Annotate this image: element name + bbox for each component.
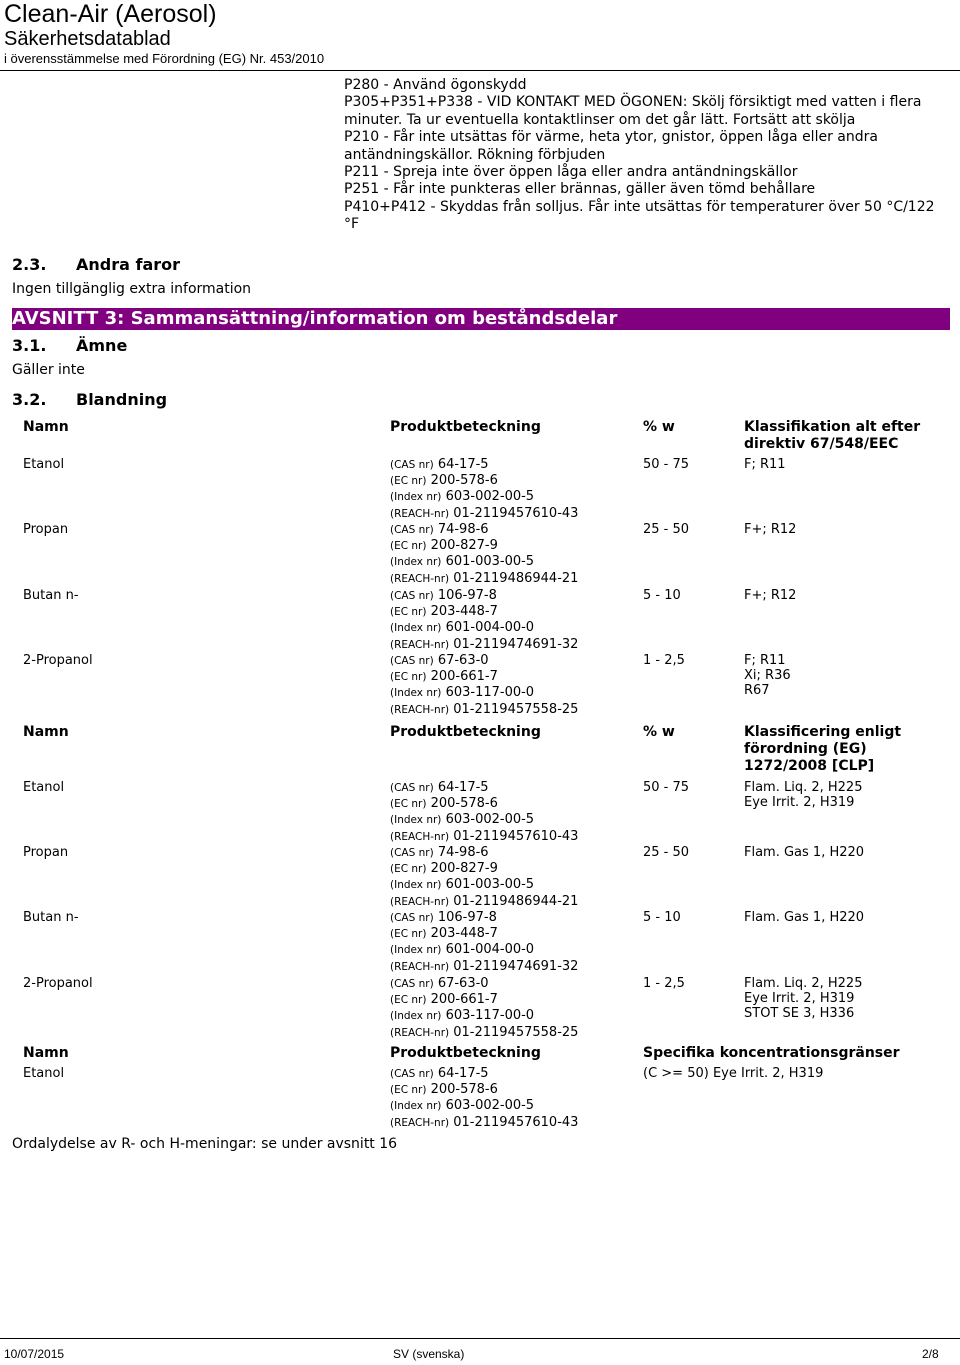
classification-line: Flam. Gas 1, H220 <box>744 910 865 925</box>
identifier-value: 67-63-0 <box>437 976 489 991</box>
classification <box>744 910 864 925</box>
identifier-index <box>390 554 578 570</box>
substance-identifiers <box>390 780 578 845</box>
regulation-reference: i överensstämmelse med Förordning (EG) Nr. 453/2010 <box>4 51 325 66</box>
identifier-label: (EC nr) <box>390 475 427 488</box>
column-header-product: Produktbeteckning <box>390 419 541 435</box>
identifier-reach <box>390 959 578 975</box>
concentration-range: 5 - 10 <box>643 910 681 925</box>
identifier-value: 64-17-5 <box>437 1066 489 1081</box>
identifier-ec <box>390 796 578 812</box>
identifier-label: (REACH-nr) <box>390 830 450 843</box>
identifier-value: 74-98-6 <box>437 845 489 860</box>
classification-line: R67 <box>744 683 770 699</box>
identifier-label: (EC nr) <box>390 1084 427 1097</box>
identifier-label: (EC nr) <box>390 863 427 876</box>
identifier-value: 01-2119457558-25 <box>453 701 579 717</box>
classification-line: STOT SE 3, H336 <box>744 1006 855 1022</box>
identifier-value: 200-661-7 <box>430 992 498 1008</box>
substance-identifiers <box>390 588 578 653</box>
identifier-index <box>390 685 578 701</box>
identifier-value: 74-98-6 <box>437 522 489 537</box>
identifier-value: 01-2119457610-43 <box>453 505 579 521</box>
classification <box>744 845 864 860</box>
footer-page-number: 2/8 <box>922 1347 939 1361</box>
identifier-value: 200-827-9 <box>430 538 498 554</box>
substance-name: Propan <box>23 522 69 537</box>
identifier-value: 67-63-0 <box>437 653 489 668</box>
identifier-value: 603-002-00-5 <box>445 489 535 505</box>
identifier-value: 200-578-6 <box>430 1082 498 1098</box>
identifier-label: (CAS nr) <box>390 524 434 536</box>
identifier-label: (EC nr) <box>390 928 427 941</box>
substance-name: Butan n- <box>23 588 79 603</box>
classification-line: Flam. Gas 1, H220 <box>744 845 865 860</box>
identifier-label: (CAS nr) <box>390 847 434 859</box>
precaution-statement: P211 - Spreja inte över öppen låga eller andra antändningskällor <box>344 164 798 181</box>
identifier-index <box>390 1098 578 1114</box>
identifier-value: 601-004-00-0 <box>445 942 535 958</box>
identifier-reach <box>390 1025 578 1041</box>
identifier-cas <box>390 780 578 796</box>
identifier-label: (REACH-nr) <box>390 703 450 716</box>
identifier-label: (CAS nr) <box>390 655 434 667</box>
identifier-label: (Index nr) <box>390 879 442 892</box>
substance-name: Etanol <box>23 780 65 795</box>
identifier-value: 200-661-7 <box>430 669 498 685</box>
substance-name: Etanol <box>23 1066 65 1081</box>
identifier-index <box>390 942 578 958</box>
identifier-cas <box>390 976 578 992</box>
identifier-value: 106-97-8 <box>437 910 497 925</box>
identifier-reach <box>390 506 578 522</box>
identifier-reach <box>390 637 578 653</box>
substance-identifiers <box>390 457 578 522</box>
identifier-value: 01-2119474691-32 <box>453 958 579 974</box>
column-header-classification: Klassificering enligt förordning (EG) 1272/2008 [CLP] <box>744 724 902 774</box>
identifier-label: (Index nr) <box>390 556 442 569</box>
column-header-name: Namn <box>23 724 69 740</box>
column-header-name: Namn <box>23 419 69 435</box>
section-number: 3.2. <box>12 390 47 409</box>
identifier-ec <box>390 669 578 685</box>
precaution-statement: P280 - Använd ögonskydd <box>344 77 527 93</box>
identifier-label: (EC nr) <box>390 671 427 684</box>
identifier-value: 106-97-8 <box>437 588 497 603</box>
identifier-reach <box>390 894 578 910</box>
identifier-ec <box>390 538 578 554</box>
substance-name: 2-Propanol <box>23 976 93 991</box>
identifier-value: 203-448-7 <box>430 604 498 620</box>
classification-line: F+; R12 <box>744 522 797 537</box>
identifier-ec <box>390 473 578 489</box>
identifier-label: (EC nr) <box>390 994 427 1007</box>
concentration-range: 50 - 75 <box>643 780 690 795</box>
substance-name: Propan <box>23 845 69 860</box>
identifier-label: (Index nr) <box>390 944 442 957</box>
column-header-name: Namn <box>23 1045 69 1061</box>
concentration-limit: (C >= 50) Eye Irrit. 2, H319 <box>643 1066 824 1081</box>
wording-note: Ordalydelse av R- och H-meningar: se under avsnitt 16 <box>12 1136 398 1152</box>
identifier-label: (Index nr) <box>390 687 442 700</box>
identifier-value: 603-117-00-0 <box>445 685 535 701</box>
identifier-value: 603-117-00-0 <box>445 1008 535 1024</box>
classification <box>744 653 791 699</box>
identifier-value: 64-17-5 <box>437 457 489 472</box>
identifier-label: (EC nr) <box>390 540 427 553</box>
identifier-value: 601-004-00-0 <box>445 620 535 636</box>
document-title: Clean-Air (Aerosol) <box>4 0 217 28</box>
identifier-label: (CAS nr) <box>390 459 434 471</box>
identifier-cas <box>390 910 578 926</box>
column-header-product: Produktbeteckning <box>390 1045 541 1061</box>
identifier-value: 01-2119474691-32 <box>453 636 579 652</box>
identifier-value: 203-448-7 <box>430 926 498 942</box>
identifier-label: (Index nr) <box>390 1100 442 1113</box>
identifier-reach <box>390 702 578 718</box>
concentration-range: 1 - 2,5 <box>643 976 685 991</box>
column-header-product: Produktbeteckning <box>390 724 541 740</box>
identifier-value: 200-578-6 <box>430 796 498 812</box>
column-header-percent: % w <box>643 419 675 435</box>
identifier-ec <box>390 926 578 942</box>
header-divider <box>0 70 960 71</box>
identifier-label: (Index nr) <box>390 814 442 827</box>
classification <box>744 588 796 603</box>
identifier-label: (EC nr) <box>390 798 427 811</box>
concentration-range: 1 - 2,5 <box>643 653 685 668</box>
identifier-label: (CAS nr) <box>390 912 434 924</box>
identifier-index <box>390 489 578 505</box>
identifier-ec <box>390 861 578 877</box>
identifier-label: (REACH-nr) <box>390 638 450 651</box>
section-heading-3-1 <box>12 336 127 356</box>
identifier-label: (Index nr) <box>390 491 442 504</box>
identifier-label: (Index nr) <box>390 1010 442 1023</box>
identifier-reach <box>390 1115 578 1131</box>
document-subtitle: Säkerhetsdatablad <box>4 28 171 50</box>
substance-name: Butan n- <box>23 910 79 925</box>
precaution-statement: P210 - Får inte utsättas för värme, heta ytor, gnistor, öppen låga eller andra antändningskällor. Rökning förbjuden <box>344 129 878 163</box>
substance-identifiers <box>390 976 578 1041</box>
precaution-statement: P410+P412 - Skyddas från solljus. Får inte utsättas för temperaturer över 50 °C/122 °F <box>344 198 935 233</box>
section-text: Gäller inte <box>12 362 85 378</box>
identifier-label: (CAS nr) <box>390 782 434 794</box>
footer-language: SV (svenska) <box>393 1347 465 1361</box>
column-header-classification: Klassifikation alt efter direktiv 67/548/EEC <box>744 419 921 452</box>
identifier-label: (REACH-nr) <box>390 1026 450 1039</box>
classification <box>744 457 786 472</box>
section-title: Ämne <box>76 336 128 355</box>
identifier-label: (REACH-nr) <box>390 895 450 908</box>
identifier-label: (EC nr) <box>390 606 427 619</box>
identifier-label: (REACH-nr) <box>390 1116 450 1129</box>
identifier-reach <box>390 571 578 587</box>
identifier-cas <box>390 522 578 538</box>
concentration-range: 25 - 50 <box>643 845 690 860</box>
classification <box>744 780 862 810</box>
section-number: 3.1. <box>12 336 47 355</box>
precaution-statement: P251 - Får inte punkteras eller brännas, gäller även tömd behållare <box>344 181 816 198</box>
classification-line: Xi; R36 <box>744 668 791 684</box>
precautionary-statements <box>344 77 950 234</box>
concentration-range: 5 - 10 <box>643 588 681 603</box>
section-title: Andra faror <box>76 255 181 274</box>
classification <box>744 522 796 537</box>
footer-date: 10/07/2015 <box>4 1347 65 1361</box>
identifier-value: 601-003-00-5 <box>445 554 535 570</box>
classification-line: F; R11 <box>744 653 786 668</box>
identifier-index <box>390 877 578 893</box>
identifier-value: 01-2119457610-43 <box>453 828 579 844</box>
substance-identifiers <box>390 1066 578 1131</box>
column-header-percent: % w <box>643 724 675 740</box>
section-title: Blandning <box>76 390 168 409</box>
identifier-ec <box>390 604 578 620</box>
identifier-cas <box>390 653 578 669</box>
precaution-statement: P305+P351+P338 - VID KONTAKT MED ÖGONEN: Skölj försiktigt med vatten i flera minuter. Ta ur eventuella kontaktlinser om det går lätt. Fortsätt att skölja <box>344 94 922 128</box>
classification-line: Flam. Liq. 2, H225 <box>744 780 863 795</box>
identifier-value: 01-2119457610-43 <box>453 1114 579 1130</box>
identifier-label: (CAS nr) <box>390 978 434 990</box>
identifier-ec <box>390 1082 578 1098</box>
section-banner-title: AVSNITT 3: Sammansättning/information om beståndsdelar <box>12 308 618 329</box>
substance-identifiers <box>390 653 578 718</box>
section-text: Ingen tillgänglig extra information <box>12 281 252 297</box>
identifier-value: 200-578-6 <box>430 473 498 489</box>
identifier-label: (REACH-nr) <box>390 507 450 520</box>
identifier-cas <box>390 1066 578 1082</box>
footer-divider <box>0 1338 960 1339</box>
substance-name: Etanol <box>23 457 65 472</box>
identifier-value: 01-2119486944-21 <box>453 893 579 909</box>
identifier-label: (CAS nr) <box>390 1068 434 1080</box>
classification-line: Eye Irrit. 2, H319 <box>744 991 855 1007</box>
identifier-value: 603-002-00-5 <box>445 812 535 828</box>
concentration-range: 25 - 50 <box>643 522 690 537</box>
identifier-label: (REACH-nr) <box>390 960 450 973</box>
column-header-limits: Specifika koncentrationsgränser <box>643 1045 900 1061</box>
identifier-label: (REACH-nr) <box>390 572 450 585</box>
substance-identifiers <box>390 910 578 975</box>
identifier-ec <box>390 992 578 1008</box>
identifier-label: (Index nr) <box>390 622 442 635</box>
classification-line: Flam. Liq. 2, H225 <box>744 976 863 991</box>
identifier-cas <box>390 457 578 473</box>
identifier-value: 01-2119457558-25 <box>453 1024 579 1040</box>
section-number: 2.3. <box>12 255 47 274</box>
section-banner <box>12 308 950 330</box>
identifier-value: 200-827-9 <box>430 861 498 877</box>
identifier-value: 603-002-00-5 <box>445 1098 535 1114</box>
identifier-value: 64-17-5 <box>437 780 489 795</box>
classification <box>744 976 862 1022</box>
substance-identifiers <box>390 522 578 587</box>
section-heading-3-2 <box>12 390 167 410</box>
identifier-label: (CAS nr) <box>390 590 434 602</box>
identifier-index <box>390 620 578 636</box>
classification-line: Eye Irrit. 2, H319 <box>744 795 855 811</box>
substance-name: 2-Propanol <box>23 653 93 668</box>
identifier-cas <box>390 845 578 861</box>
concentration-range: 50 - 75 <box>643 457 690 472</box>
identifier-index <box>390 1008 578 1024</box>
identifier-value: 01-2119486944-21 <box>453 570 579 586</box>
classification-line: F+; R12 <box>744 588 797 603</box>
identifier-cas <box>390 588 578 604</box>
identifier-value: 601-003-00-5 <box>445 877 535 893</box>
substance-identifiers <box>390 845 578 910</box>
section-heading-2-3 <box>12 255 180 275</box>
identifier-reach <box>390 829 578 845</box>
classification-line: F; R11 <box>744 457 786 472</box>
identifier-index <box>390 812 578 828</box>
